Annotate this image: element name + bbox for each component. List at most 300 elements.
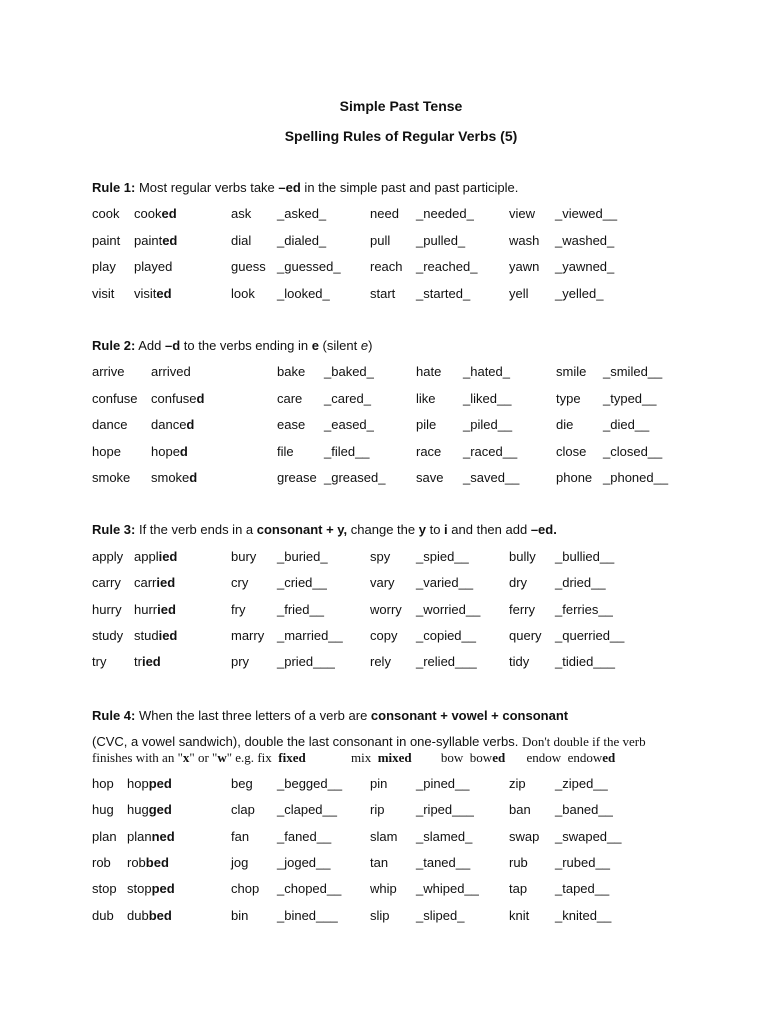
verb-base: phone: [556, 470, 593, 485]
verb-past: [134, 602, 176, 617]
verb-past-suffix: ged: [148, 802, 172, 818]
verb-past-stem: _taned__: [416, 854, 471, 870]
verb-base: slam: [370, 828, 398, 844]
verb-base: fry: [231, 601, 246, 617]
verb-past: [151, 364, 191, 379]
verb-past-stem: _pulled_: [416, 232, 466, 248]
verb-base: wash: [509, 232, 540, 248]
verb-past-stem: _spied__: [416, 549, 469, 564]
verb-base: spy: [370, 549, 391, 564]
rule3-row: [0, 628, 768, 646]
verb-base: try: [92, 654, 107, 670]
verb-past: [151, 391, 205, 406]
rule2-text-mid: to the verbs ending in: [180, 338, 312, 353]
verb-base: marry: [231, 627, 265, 643]
verb-base: close: [556, 443, 587, 459]
verb-past-stem: hug: [127, 802, 149, 818]
verb-past: [416, 776, 470, 791]
rule2-suffix: –d: [164, 338, 181, 353]
verb-base: save: [416, 470, 444, 485]
verb-past-stem: _viewed__: [555, 206, 618, 221]
verb-base: ask: [231, 206, 252, 221]
verb-past-stem: smoke: [151, 470, 190, 485]
rule4-example-endowed-stem: endow: [567, 750, 603, 765]
verb-past: [555, 549, 614, 564]
rule4-letter-w: w: [217, 750, 227, 765]
verb-past: [134, 549, 177, 564]
verb-base: copy: [370, 627, 398, 643]
verb-past-stem: cook: [134, 206, 162, 221]
verb-past: [603, 364, 662, 379]
verb-past: [603, 417, 649, 432]
verb-past-stem: _choped__: [277, 881, 342, 897]
verb-past: [127, 908, 172, 923]
verb-base: paint: [92, 232, 121, 248]
verb-past-stem: _closed__: [603, 443, 663, 459]
verb-base: visit: [92, 285, 115, 301]
verb-past-stem: hurr: [134, 601, 158, 617]
verb-past: [151, 417, 194, 432]
rule3-letter-y: y: [418, 522, 426, 537]
verb-base: yell: [509, 285, 529, 301]
verb-base: apply: [92, 549, 124, 564]
verb-past-stem: visit: [134, 285, 157, 301]
verb-past: [127, 776, 172, 791]
rule4-heading: [92, 708, 568, 723]
verb-base: study: [92, 627, 124, 643]
verb-past: [416, 233, 465, 248]
verb-base: view: [509, 206, 536, 221]
rule2-text-silent: (silent: [318, 338, 361, 353]
verb-past-stem: _ziped__: [555, 776, 608, 791]
rule4-line2: [92, 734, 646, 750]
verb-past-stem: _raced__: [463, 443, 518, 459]
verb-past: [463, 417, 512, 432]
verb-past: [277, 575, 327, 590]
verb-base: knit: [509, 907, 530, 923]
verb-base: carry: [92, 575, 121, 591]
verb-past: [555, 881, 609, 896]
verb-past: [416, 802, 474, 817]
verb-past: [277, 233, 326, 248]
verb-past: [463, 364, 510, 379]
verb-past: [555, 259, 614, 274]
verb-past: [463, 470, 519, 485]
rule4-example-fixed: fixed: [278, 750, 306, 765]
rule4-line3-eg: " e.g.: [226, 750, 258, 765]
verb-past-stem: _baned__: [555, 802, 613, 818]
verb-past-suffix: ped: [148, 776, 172, 791]
verb-past: [277, 829, 331, 844]
rule2-row: [0, 391, 768, 409]
verb-past-suffix: ied: [156, 575, 176, 591]
verb-past-stem: _married__: [277, 627, 343, 643]
verb-base: rob: [92, 854, 111, 870]
verb-past-stem: _started_: [416, 285, 471, 301]
rule4-row: [0, 855, 768, 873]
verb-past-stem: _dried__: [555, 575, 606, 591]
rule4-text: When the last three letters of a verb are: [135, 708, 371, 723]
verb-base: play: [92, 259, 116, 274]
verb-past-stem: _claped__: [277, 802, 337, 818]
verb-past: [416, 602, 480, 617]
rule3-text-change: change the: [347, 522, 419, 537]
verb-base: type: [556, 390, 581, 406]
rule1-row: [0, 286, 768, 304]
rule3-text-to: to: [425, 522, 445, 537]
verb-past-suffix: ied: [157, 601, 176, 617]
verb-past-stem: _yelled_: [555, 285, 604, 301]
verb-past-suffix: ed: [161, 206, 177, 221]
verb-past-stem: _rubed__: [555, 854, 610, 870]
verb-base: like: [416, 390, 436, 406]
verb-base: ban: [509, 802, 531, 818]
rule1-text-end: in the simple past and past participle.: [300, 180, 519, 195]
verb-past-stem: _swaped__: [555, 828, 622, 844]
verb-past-stem: _died__: [603, 417, 650, 432]
verb-past-stem: _riped___: [416, 802, 474, 818]
verb-base: pile: [416, 417, 437, 432]
rule4-label: Rule 4:: [92, 708, 136, 723]
verb-past: [555, 654, 615, 669]
verb-base: tan: [370, 854, 389, 870]
rule3-row: [0, 654, 768, 672]
verb-base: rub: [509, 854, 528, 870]
verb-past: [603, 470, 668, 485]
verb-base: dub: [92, 907, 114, 923]
verb-past-stem: _reached_: [416, 259, 478, 274]
verb-past: [416, 286, 470, 301]
verb-base: bake: [277, 364, 306, 379]
verb-past-stem: confuse: [151, 390, 197, 406]
verb-past: [603, 444, 662, 459]
verb-past-stem: appl: [134, 549, 159, 564]
verb-past-stem: rob: [127, 854, 146, 870]
verb-past-stem: _yawned_: [555, 259, 615, 274]
verb-base: need: [370, 206, 399, 221]
rule4-letter-x: x: [182, 750, 190, 765]
rule1-label: Rule 1:: [92, 180, 136, 195]
rule4-example-endow: endow: [526, 750, 562, 765]
verb-past-stem: _saved__: [463, 470, 520, 485]
verb-base: vary: [370, 575, 395, 591]
verb-past: [555, 602, 613, 617]
verb-base: worry: [370, 601, 402, 617]
rule3-heading: [92, 522, 557, 537]
verb-past-suffix: ed: [162, 232, 178, 248]
verb-past-stem: _needed_: [416, 206, 474, 221]
verb-base: cook: [92, 206, 120, 221]
rule4-row: [0, 776, 768, 794]
verb-base: hope: [92, 443, 121, 459]
rule4-line3-or: " or ": [189, 750, 218, 765]
verb-past: [277, 654, 335, 669]
verb-base: yawn: [509, 259, 540, 274]
verb-past: [416, 908, 464, 923]
verb-past-stem: _dialed_: [277, 232, 327, 248]
verb-past: [277, 259, 341, 274]
verb-base: whip: [370, 881, 397, 897]
rule4-row: [0, 829, 768, 847]
verb-base: cry: [231, 575, 249, 591]
verb-past-stem: _filed__: [324, 443, 370, 459]
verb-past-stem: _cried__: [277, 575, 327, 591]
verb-past: [416, 259, 477, 274]
verb-base: dial: [231, 232, 252, 248]
verb-past: [463, 444, 517, 459]
verb-past-stem: _fried__: [277, 601, 324, 617]
verb-past: [277, 549, 328, 564]
verb-base: smoke: [92, 470, 131, 485]
verb-past: [555, 802, 613, 817]
verb-past-stem: _hated_: [463, 364, 510, 379]
verb-past-stem: played: [134, 259, 173, 274]
verb-past: [151, 470, 197, 485]
rule2-text: Add: [135, 338, 165, 353]
verb-past: [324, 417, 374, 432]
rule4-example-mix: mix: [350, 750, 372, 765]
verb-past-stem: _knited__: [555, 907, 612, 923]
verb-base: bully: [509, 549, 536, 564]
rule4-example-bowed-stem: bow: [469, 750, 493, 765]
verb-past-stem: _baked_: [324, 364, 374, 379]
verb-base: pull: [370, 232, 391, 248]
rule3-letter-i: i: [444, 522, 448, 537]
verb-base: pin: [370, 776, 388, 791]
rule1-row: [0, 206, 768, 224]
rule4-line3: [92, 750, 615, 766]
verb-base: ease: [277, 417, 306, 432]
verb-past: [277, 206, 326, 221]
verb-past-stem: _tidied___: [555, 654, 615, 670]
verb-past: [127, 829, 175, 844]
verb-base: jog: [231, 854, 249, 870]
verb-past: [416, 855, 470, 870]
rule3-suffix: –ed.: [530, 522, 557, 537]
verb-past: [127, 802, 172, 817]
rule3-cons-y: consonant + y,: [256, 522, 348, 537]
rule2-heading: [92, 338, 372, 353]
verb-past-stem: plan: [127, 828, 152, 844]
verb-past: [324, 364, 374, 379]
verb-past: [555, 908, 611, 923]
verb-base: pry: [231, 654, 250, 670]
verb-past-stem: _whiped__: [416, 881, 479, 897]
verb-past-suffix: d: [196, 390, 205, 406]
verb-past-suffix: ied: [158, 549, 178, 564]
verb-past-stem: stop: [127, 881, 152, 897]
verb-past-stem: _querried__: [555, 627, 625, 643]
verb-base: chop: [231, 881, 260, 897]
verb-past-stem: _bullied__: [555, 549, 615, 564]
rule3-text-add: and then add: [447, 522, 531, 537]
verb-base: reach: [370, 259, 403, 274]
verb-past-stem: stud: [134, 627, 159, 643]
rule4-line2-text: (CVC, a vowel sandwich), double the last consonant in one-syllable verbs.: [92, 734, 522, 749]
verb-past: [416, 575, 473, 590]
verb-past: [416, 549, 469, 564]
verb-base: look: [231, 285, 255, 301]
verb-past: [277, 908, 338, 923]
verb-past-stem: _piled__: [463, 417, 513, 432]
verb-past: [277, 802, 337, 817]
verb-past: [463, 391, 511, 406]
verb-base: query: [509, 627, 542, 643]
rule2-row: [0, 417, 768, 435]
rule3-text: If the verb ends in a: [135, 522, 257, 537]
verb-past: [324, 470, 385, 485]
rule2-row: [0, 470, 768, 488]
verb-past-stem: _looked_: [277, 285, 330, 301]
verb-past: [416, 881, 479, 896]
rule2-letter-e-italic: e: [360, 338, 369, 353]
verb-past-stem: _relied___: [416, 654, 477, 670]
verb-base: plan: [92, 828, 117, 844]
rule2-row: [0, 364, 768, 382]
verb-past-stem: _pried___: [277, 654, 335, 670]
verb-past: [151, 444, 188, 459]
rule1-heading: [92, 180, 518, 195]
verb-past: [555, 829, 622, 844]
verb-base: slip: [370, 907, 390, 923]
rule3-row: [0, 575, 768, 593]
verb-past-stem: _bined___: [277, 907, 338, 923]
verb-past: [277, 628, 343, 643]
verb-past: [555, 628, 624, 643]
rule4-cvc: consonant + vowel + consonant: [370, 708, 569, 723]
verb-base: smile: [556, 364, 587, 379]
verb-past: [127, 855, 169, 870]
verb-base: hug: [92, 802, 114, 818]
verb-past: [277, 286, 330, 301]
verb-past-stem: dance: [151, 417, 187, 432]
verb-past: [134, 628, 177, 643]
verb-past: [416, 654, 477, 669]
verb-base: confuse: [92, 390, 138, 406]
verb-past-stem: _phoned__: [603, 470, 669, 485]
verb-past-stem: _liked__: [463, 390, 512, 406]
verb-base: ferry: [509, 601, 535, 617]
verb-past-stem: _washed_: [555, 232, 615, 248]
verb-past-suffix: ied: [158, 627, 178, 643]
verb-past: [134, 259, 172, 274]
verb-past-stem: _sliped_: [416, 907, 465, 923]
verb-past-stem: _guessed_: [277, 259, 341, 274]
verb-base: care: [277, 390, 303, 406]
verb-past-stem: _begged__: [277, 776, 343, 791]
verb-base: rip: [370, 802, 385, 818]
verb-past-stem: paint: [134, 232, 163, 248]
rule3-label: Rule 3:: [92, 522, 136, 537]
verb-past: [555, 206, 617, 221]
verb-past-stem: _joged__: [277, 854, 331, 870]
verb-past: [277, 602, 324, 617]
verb-past-stem: _faned__: [277, 828, 332, 844]
rule3-row: [0, 602, 768, 620]
rule1-text: Most regular verbs take: [135, 180, 279, 195]
verb-past-suffix: ned: [151, 828, 175, 844]
verb-past: [277, 881, 341, 896]
rule4-row: [0, 908, 768, 926]
verb-past: [555, 575, 606, 590]
verb-past: [324, 444, 370, 459]
rule2-label: Rule 2:: [92, 338, 136, 353]
verb-past-stem: _worried__: [416, 601, 481, 617]
verb-past-stem: hop: [127, 776, 149, 791]
verb-base: beg: [231, 776, 253, 791]
verb-base: tap: [509, 881, 528, 897]
verb-past: [416, 628, 476, 643]
verb-past-stem: _ferries__: [555, 601, 613, 617]
verb-base: swap: [509, 828, 540, 844]
verb-past-suffix: d: [186, 417, 195, 432]
rule4-line2-serif: Don't double if the verb: [521, 734, 646, 749]
verb-base: dance: [92, 417, 128, 432]
rule1-row: [0, 233, 768, 251]
verb-past: [134, 575, 175, 590]
verb-past-stem: _eased_: [324, 417, 374, 432]
verb-past: [127, 881, 175, 896]
verb-past-suffix: bed: [145, 854, 169, 870]
rule4-example-bow: bow: [440, 750, 464, 765]
verb-base: clap: [231, 802, 255, 818]
verb-past: [416, 829, 472, 844]
rule2-letter-e: e: [311, 338, 319, 353]
verb-past-suffix: d: [189, 470, 198, 485]
page-subtitle: Spelling Rules of Regular Verbs (5): [284, 128, 518, 144]
verb-past-suffix: bed: [148, 907, 172, 923]
verb-past-stem: _cared_: [324, 390, 371, 406]
rule4-example-fix: fix: [257, 750, 272, 765]
verb-base: zip: [509, 776, 526, 791]
verb-base: die: [556, 417, 574, 432]
verb-past-stem: _varied__: [416, 575, 474, 591]
verb-past-stem: _greased_: [324, 470, 386, 485]
verb-base: fan: [231, 828, 250, 844]
verb-past: [555, 855, 610, 870]
verb-past: [134, 206, 177, 221]
verb-past-stem: _taped__: [555, 881, 610, 897]
verb-past-suffix: ied: [141, 654, 161, 670]
verb-past: [134, 654, 161, 669]
verb-past-suffix: d: [179, 443, 188, 459]
verb-past: [555, 776, 608, 791]
verb-base: start: [370, 285, 396, 301]
verb-base: guess: [231, 259, 266, 274]
verb-base: arrive: [92, 364, 125, 379]
verb-past-stem: carr: [134, 575, 157, 591]
verb-past: [324, 391, 371, 406]
verb-past-stem: dub: [127, 907, 149, 923]
verb-base: race: [416, 443, 442, 459]
verb-base: file: [277, 443, 294, 459]
verb-past-stem: _asked_: [277, 206, 327, 221]
verb-past-stem: _pined__: [416, 776, 470, 791]
verb-base: rely: [370, 654, 391, 670]
verb-base: bury: [231, 549, 257, 564]
verb-base: tidy: [509, 654, 530, 670]
rule2-row: [0, 444, 768, 462]
verb-past-stem: _typed__: [603, 390, 657, 406]
verb-past-stem: _buried_: [277, 549, 328, 564]
verb-base: stop: [92, 881, 117, 897]
verb-base: hop: [92, 776, 114, 791]
rule4-example-bowed-suffix: ed: [492, 750, 506, 765]
verb-past: [277, 776, 342, 791]
verb-past: [134, 286, 172, 301]
verb-past-suffix: ed: [156, 285, 172, 301]
rule4-example-mixed: mixed: [377, 750, 412, 765]
